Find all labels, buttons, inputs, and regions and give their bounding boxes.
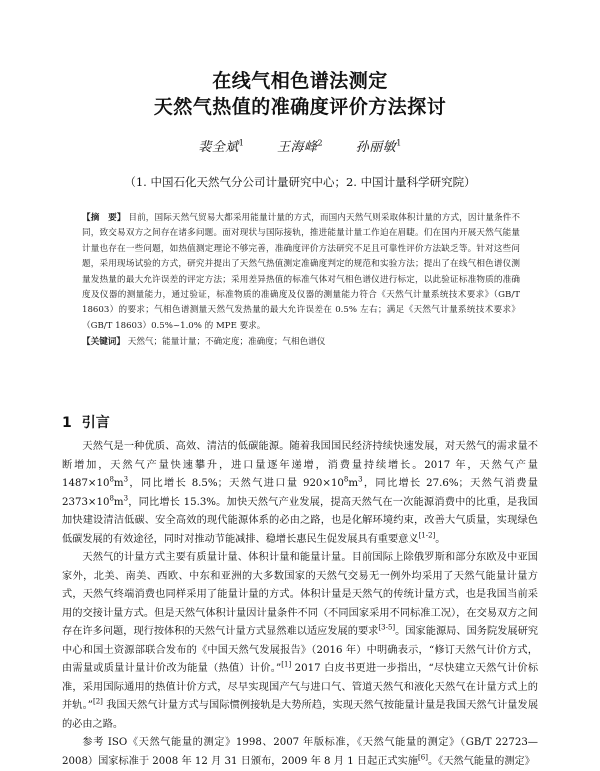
affiliation: （1. 中国石化天然气分公司计量研究中心；2. 中国计量科学研究院） — [124, 175, 476, 189]
keywords-label: 【关键词】 — [82, 337, 125, 348]
keywords — [82, 335, 520, 350]
citation: [2] — [92, 697, 103, 706]
citation: [3-5] — [378, 623, 396, 632]
abstract-block — [82, 211, 520, 351]
abstract-body: 目前，国际天然气贸易大都采用能量计量的方式，而国内天然气则采取体积计量的方式，因计量条件不同，致交易双方之间存在诸多问题。面对现状与国际接轨，推进能量计量工作迫在眉睫。们在国内开展天然气能量计量也存在一些问题，如热值测定理论不够完善，准确度评价方法研究不足且可靠性评价方法缺乏等。针对这些问题，采用现场试验的方式，研究并提出了天然气热值测定准确度判定的规范和实验方法；提出了在线气相色谱仪测量发热量的最大允许误差的评定方法；采用差异热值的标准气体对气相色谱仪进行标定，以此验证标准物质的准确度及仪器的测量能力，通过验证，标准物质的准确度及仪器的测量能力符合《天然气计量系统技术要求》（GB/T 18603）的要求；气相色谱测量天然气发热量的最大允许误差在 0.5% 左右；满足《天然气计量系统技术要求》（GB/T 18603）0.5%~1.0% 的 MPE 要求。 — [82, 213, 520, 331]
section-title: 引言 — [81, 415, 110, 431]
citation: [1-2] — [418, 531, 436, 540]
section-number: 1 — [62, 415, 72, 431]
paragraph-1: 天然气是一种优质、高效、清洁的低碳能源。随着我国国民经济持续快速发展，对天然气的需求量不断增加，天然气产量快速攀升，进口量逐年递增，消费量持续增长。2017 年，天然气产量 $1487\times 10^8m^3$，同比增长 8.5%；天然气进口量 $920\times 10^8m^3$，同比增长 27.6%；天然气消费量 $2373\times 10^8m^3$，同比增长 15.3%。加快天然气产业发展，提高天然气在一次能源消费中的比重，是我国加快建设清洁低碳、安全高效的现代能源体系的必由之路，也是化解环境约束，改善大气质量，实现绿色低碳发展的有效途径，同时对推动节能减排、稳增长惠民生促发展具有重要意义[1-2]。 — [62, 441, 538, 545]
citation: [6] — [418, 753, 428, 762]
abstract-text — [82, 211, 520, 334]
paragraph-2: 天然气的计量方式主要有质量计量、体积计量和能量计量。目前国际上除俄罗斯和部分东欧及中亚国家外，北美、南美、西欧、中东和亚洲的大多数国家的天然气交易无一例外均采用了天然气能量计量方式，天然气终端消费也同样采用了能量计量的方式。体积计量是天然气的传统计量方式，也是我国当前采用的交接计量方式。但是天然气体积计量因计量条件不同（不同国家采用不同标准工况），在交易双方之间存在许多问题，现行按体积的天然气计量方式显然难以适应发展的要求[3-5]。国家能源局、国务院发展研究中心和国土资源部联合发布的《中国天然气发展报告》（2016 年）中明确表示，“修订天然气计价方式，由需量或质量计量计价改为能量（热值）计价。”[1] 2017 白皮书更进一步指出，“尽快建立天然气计价标准，采用国际通用的热值计价方式，尽早实现国产气与进口气、管道天然气和液化天然气在计量方式上的并轨。”[2] 我国天然气计量方式与国际惯例接轨是大势所趋，实现天然气按能量计量是我国天然气计量发展的必由之路。 — [62, 552, 539, 730]
section-heading — [62, 412, 110, 432]
body-text — [62, 438, 538, 771]
author-list — [0, 136, 600, 155]
abstract-label: 【摘 要】 — [82, 213, 126, 223]
citation: [1] — [281, 660, 292, 669]
paragraph-3: 参考 ISO《天然气能量的测定》1998、2007 年版标准，《天然气能量的测定》（GB/T 22723—2008）国家标准于 2008 年 12 月 31 日颁布，2009 年 8 月 1 日起正式实施[6]。《天然气能量的测定》 — [62, 737, 538, 767]
paper-title-line2: 天然气热值的准确度评价方法探讨 — [153, 96, 447, 118]
author-1: 裴全斌$^1$ — [198, 138, 245, 155]
author-2: 王海峰$^2$ — [276, 138, 324, 155]
author-3: 孙丽敏$^1$ — [355, 138, 402, 155]
keywords-text: 天然气；能量计量；不确定度；准确度；气相色谱仪 — [127, 337, 326, 348]
paper-title-line1: 在线气相色谱法测定 — [212, 70, 388, 92]
